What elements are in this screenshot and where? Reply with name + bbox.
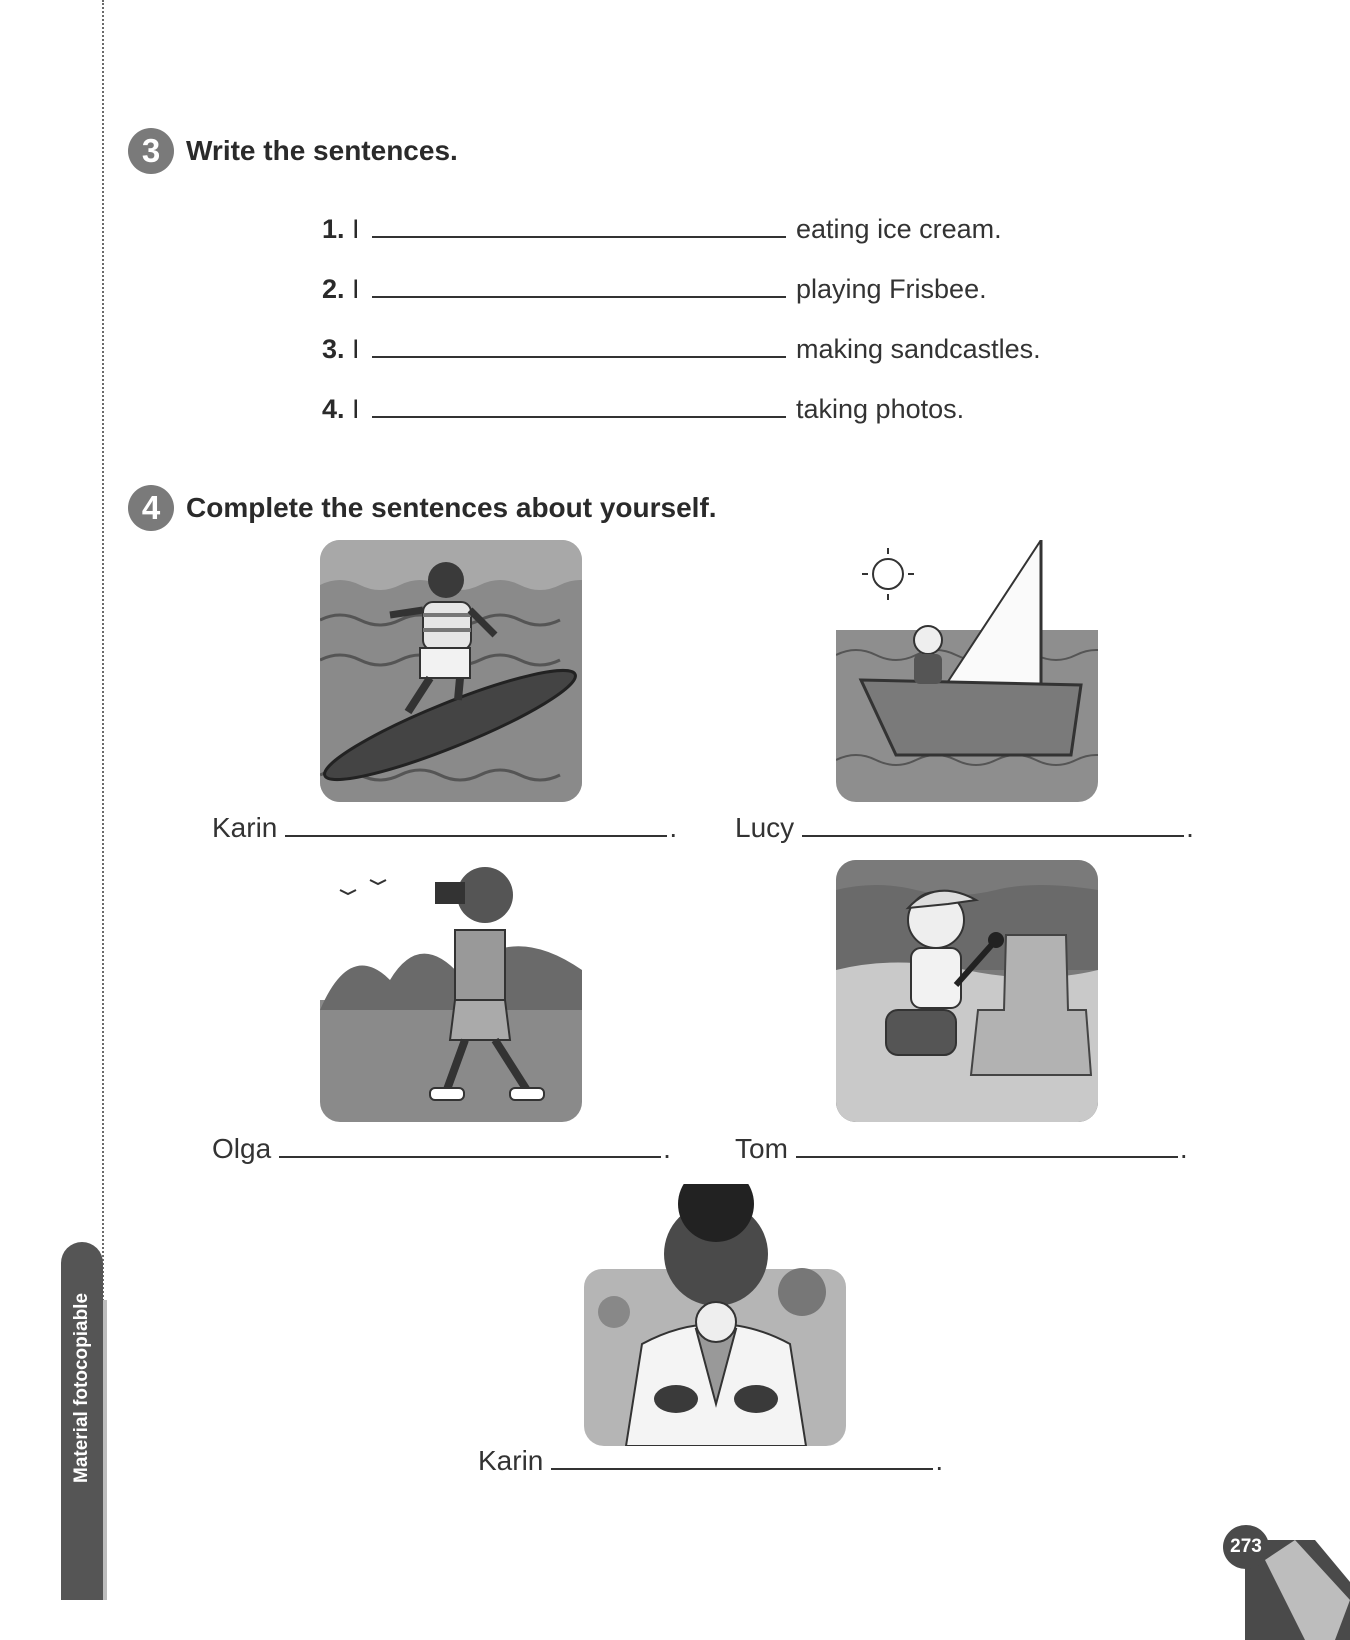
caption-period: . — [935, 1445, 944, 1476]
caption-name: Olga — [212, 1133, 272, 1164]
row-ending: eating ice cream. — [796, 214, 1002, 244]
row-pronoun: I — [352, 274, 360, 304]
answer-blank[interactable] — [796, 1156, 1178, 1158]
row-ending: taking photos. — [796, 394, 965, 424]
answer-blank[interactable] — [551, 1468, 933, 1470]
row-number: 2. — [322, 274, 345, 304]
sentence-row — [322, 265, 987, 305]
row-ending: making sandcastles. — [796, 334, 1041, 364]
answer-blank[interactable] — [372, 236, 786, 238]
side-tab-label: Material fotocopiable — [71, 1292, 92, 1483]
row-pronoun: I — [352, 214, 360, 244]
caption-name: Tom — [735, 1133, 788, 1164]
caption-name: Lucy — [735, 812, 795, 843]
caption-name: Karin — [478, 1445, 544, 1476]
section-4-title: Complete the sentences about yourself. — [186, 492, 717, 523]
sandcastle-boy-illustration — [836, 860, 1098, 1122]
caption-period: . — [1179, 1133, 1188, 1164]
ice-cream-boy-illustration — [584, 1184, 846, 1446]
caption-olga — [212, 1133, 671, 1165]
answer-blank[interactable] — [372, 416, 786, 418]
photographer-girl-illustration — [320, 860, 582, 1122]
caption-period: . — [1186, 812, 1194, 843]
caption-karin-2 — [478, 1445, 943, 1477]
section-3-header — [128, 128, 458, 174]
section-4-header — [128, 485, 717, 531]
page-number: 273 — [1223, 1525, 1269, 1569]
section-3-number: 3 — [128, 128, 174, 174]
answer-blank[interactable] — [285, 835, 667, 837]
answer-blank[interactable] — [802, 835, 1184, 837]
section-4-number: 4 — [128, 485, 174, 531]
sentence-row — [322, 325, 1041, 365]
row-number: 1. — [322, 214, 345, 244]
caption-name: Karin — [212, 812, 278, 843]
answer-blank[interactable] — [372, 296, 786, 298]
surfing-boy-illustration — [320, 540, 582, 802]
sentence-row — [322, 205, 1002, 245]
row-number: 3. — [322, 334, 345, 364]
answer-blank[interactable] — [372, 356, 786, 358]
answer-blank[interactable] — [279, 1156, 661, 1158]
caption-karin — [212, 812, 677, 844]
sailing-girl-illustration — [836, 540, 1098, 802]
caption-tom — [735, 1133, 1188, 1165]
sentence-row — [322, 385, 964, 425]
section-3-title: Write the sentences. — [186, 135, 458, 166]
caption-period: . — [669, 812, 678, 843]
row-number: 4. — [322, 394, 345, 424]
row-pronoun: I — [352, 334, 360, 364]
row-ending: playing Frisbee. — [796, 274, 987, 304]
caption-lucy — [735, 812, 1194, 844]
row-pronoun: I — [352, 394, 360, 424]
caption-period: . — [663, 1133, 671, 1164]
